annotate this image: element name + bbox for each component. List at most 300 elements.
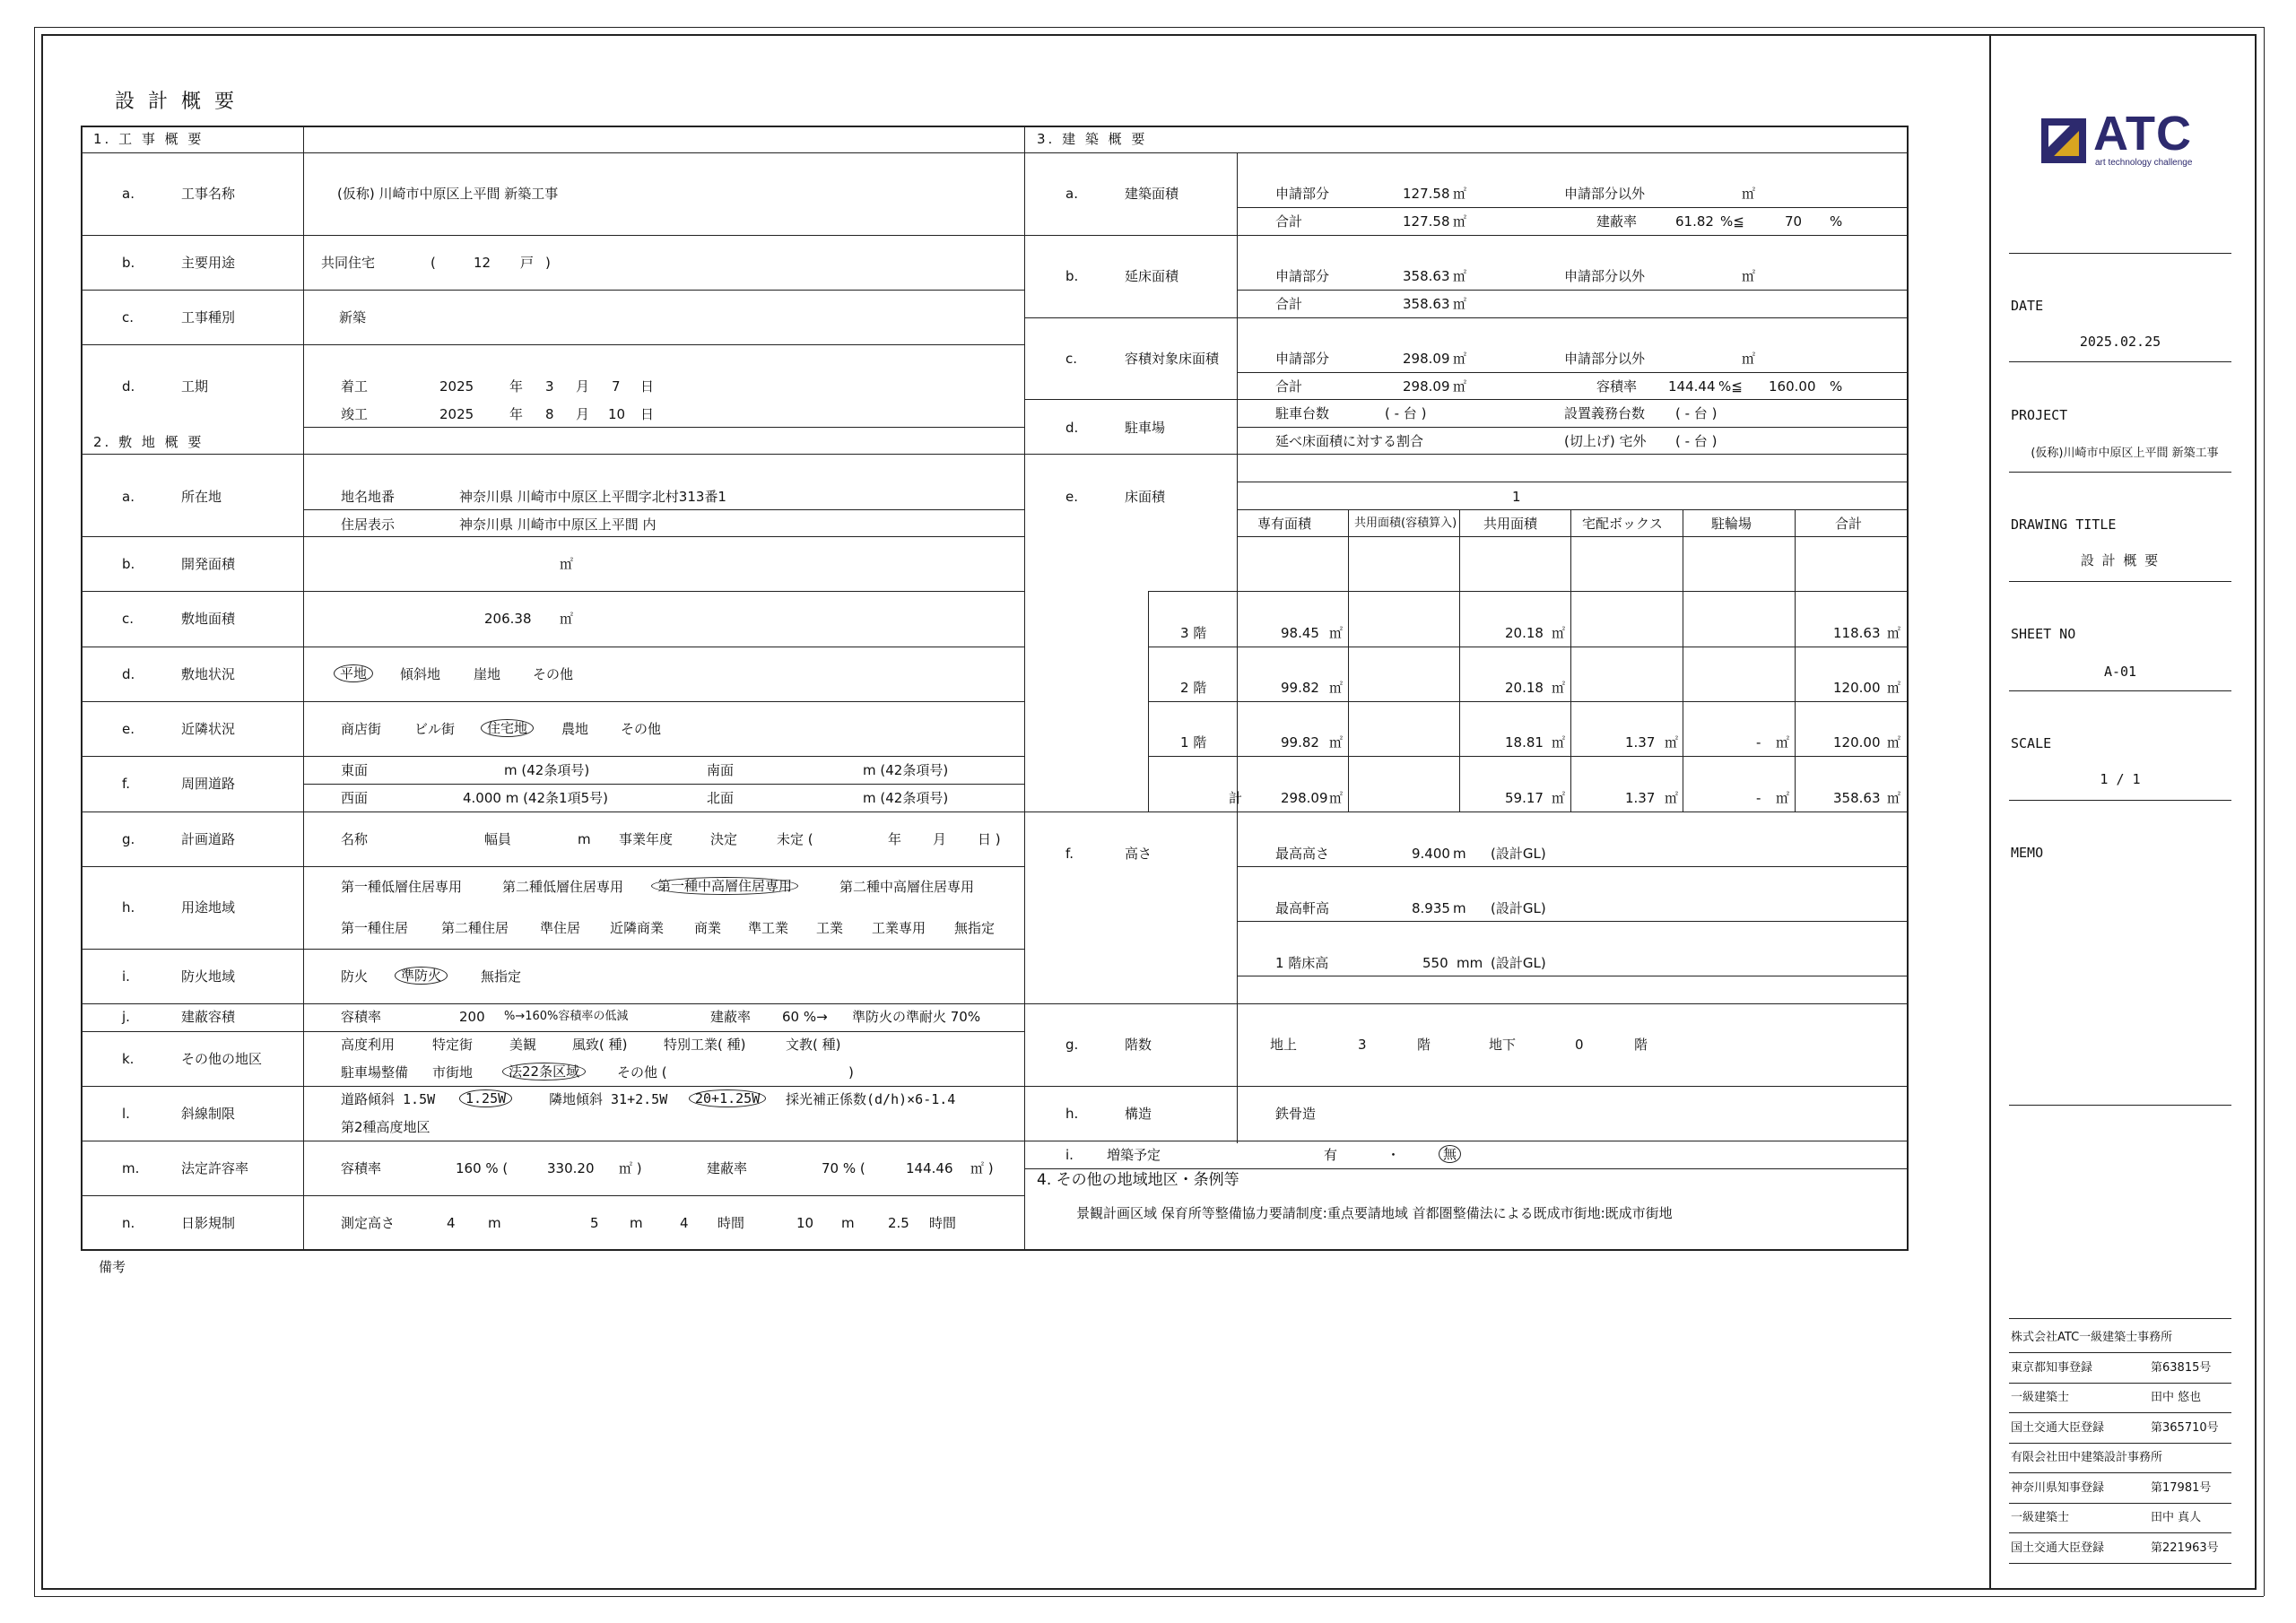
day-label: 日 ) xyxy=(978,831,1001,847)
bcr-label: 建蔽率 xyxy=(707,1160,748,1176)
sidebar-divider xyxy=(1989,34,1991,1590)
floor-col-header: 専有面積 xyxy=(1257,516,1312,532)
end-label: 竣工 xyxy=(341,406,369,422)
floor-col-line xyxy=(1348,509,1349,812)
row-index: a. xyxy=(1065,186,1078,202)
row-index: f. xyxy=(122,776,130,792)
month-label: 月 xyxy=(933,831,947,847)
road-slope-circled: 1.25W xyxy=(459,1089,512,1107)
option: 有 xyxy=(1324,1147,1338,1163)
unit: ㎡ xyxy=(560,556,574,572)
row-index: i. xyxy=(122,968,130,985)
row-index: m. xyxy=(122,1160,140,1176)
far-area: 330.20 xyxy=(547,1160,595,1176)
site-area: 206.38 xyxy=(484,611,532,627)
r-row-line xyxy=(1237,536,1907,537)
district-option: 特定街 xyxy=(432,1037,474,1053)
option: 傾斜地 xyxy=(400,666,441,682)
year-label: 年 xyxy=(509,406,524,422)
district-option: 駐車場整備 xyxy=(341,1064,409,1081)
plan-road-name: 名称 xyxy=(341,831,369,847)
unit: ㎡ xyxy=(1665,790,1679,806)
zone-option: 第二種低層住居専用 xyxy=(502,879,624,895)
unit-count: 12 xyxy=(474,255,491,271)
office-entry-key: 有限会社田中建築設計事務所 xyxy=(2011,1451,2163,1464)
other-label: 申請部分以外 xyxy=(1564,351,1646,367)
row-label: 工期 xyxy=(181,378,209,395)
row-index: c. xyxy=(1065,351,1078,367)
floor-level: 550 xyxy=(1422,955,1448,971)
r-row-line xyxy=(1024,454,1907,455)
floor-label: 階 xyxy=(1634,1037,1648,1053)
bcr-value: 61.82 xyxy=(1675,213,1714,230)
day-label: 日 xyxy=(640,378,655,395)
floor-col-header: 合計 xyxy=(1835,516,1863,532)
option: 崖地 xyxy=(474,666,501,682)
office-entry-key: 国土交通大臣登録 xyxy=(2011,1420,2105,1435)
r-row-line xyxy=(1237,921,1907,922)
bcr-label: 建蔽率 xyxy=(710,1009,752,1025)
eave-height: 8.935 xyxy=(1412,900,1450,916)
le: %≦ xyxy=(1718,378,1743,395)
row-label: 計画道路 xyxy=(181,831,236,847)
district-option: 特別工業( 種) xyxy=(664,1037,746,1053)
side-line xyxy=(2009,472,2231,473)
other-label: 申請部分以外 xyxy=(1564,268,1646,284)
parking-count-label: 駐車台数 xyxy=(1275,405,1330,421)
row-label: 構造 xyxy=(1125,1106,1152,1122)
floor-common-area: 20.18 xyxy=(1505,680,1544,696)
above-label: 地上 xyxy=(1270,1037,1298,1053)
zone-option: 第二種中高層住居専用 xyxy=(839,879,975,895)
office-line xyxy=(2009,1383,2231,1384)
l-row-line xyxy=(303,427,1024,428)
option: その他 xyxy=(621,721,662,737)
l-row-line xyxy=(81,344,1024,345)
start-label: 着工 xyxy=(341,378,369,395)
zone-option: 準工業 xyxy=(748,920,789,936)
unit: ㎡ xyxy=(1776,790,1790,806)
sheet-no-label: SHEET NO xyxy=(2011,626,2076,642)
floor-area-sum: 358.63 xyxy=(1403,296,1450,312)
row-index: d. xyxy=(122,666,135,682)
month-label: 月 xyxy=(576,406,590,422)
office-entry-key: 一級建築士 xyxy=(2011,1511,2070,1524)
lot-label: 地名地番 xyxy=(341,489,396,505)
row-label: 近隣状況 xyxy=(181,721,236,737)
row-index: e. xyxy=(1065,489,1078,505)
row-label: 建築面積 xyxy=(1125,186,1179,202)
r-row-line xyxy=(1024,399,1907,400)
max-height-label: 最高高さ xyxy=(1275,846,1330,862)
quasi-fire-circled: 準防火 xyxy=(395,967,448,985)
l-row-line xyxy=(81,701,1024,702)
office-entry-value: 第63815号 xyxy=(2151,1360,2212,1375)
row-index: k. xyxy=(122,1051,135,1067)
r-row-line xyxy=(1024,152,1907,153)
r-row-line xyxy=(1237,290,1907,291)
left-value-col xyxy=(303,126,304,1251)
option: 決定 xyxy=(710,831,738,847)
far-label: 容積率 xyxy=(341,1160,382,1176)
inner-frame-left xyxy=(41,34,43,1590)
other-label: 申請部分以外 xyxy=(1564,186,1646,202)
unit: ㎡ xyxy=(560,611,574,627)
bcr-label: 建蔽率 xyxy=(1596,213,1638,230)
l-row-line xyxy=(81,591,1024,592)
unit: ㎡ xyxy=(1453,296,1467,312)
daylight-coefficient: 採光補正係数(d/h)×6-1.4 xyxy=(786,1091,956,1107)
bcr-limit: 70 xyxy=(1785,213,1803,230)
zone-option: 第二種住居 xyxy=(441,920,509,936)
r-row-line xyxy=(1237,509,1907,510)
option: 農地 xyxy=(561,721,589,737)
unit: ㎡ xyxy=(1329,790,1344,806)
row-label: 所在地 xyxy=(181,489,222,505)
pct: % xyxy=(1830,213,1843,230)
unit: ㎡ ) xyxy=(970,1160,994,1176)
floor-level-label: 1 階床高 xyxy=(1275,955,1329,971)
unit: mm xyxy=(1457,955,1483,971)
project-label: PROJECT xyxy=(2011,407,2068,423)
row-label: 敷地状況 xyxy=(181,666,236,682)
road-south-label: 南面 xyxy=(707,762,735,778)
year-label: 年 xyxy=(509,378,524,395)
far-value: 200 xyxy=(459,1009,485,1025)
floor-col-line xyxy=(1570,509,1571,812)
floor-col-header: 共用面積 xyxy=(1483,516,1538,532)
max-height: 9.400 xyxy=(1412,846,1450,862)
sum-label: 合計 xyxy=(1275,378,1303,395)
other-districts: 景観計画区域 保育所等整備協力要請制度:重点要請地域 首都圏整備法による既成市街地:既成市街地 xyxy=(1076,1205,1673,1221)
outer-frame-bottom xyxy=(34,1596,2264,1597)
far-floor-area: 298.09 xyxy=(1403,351,1450,367)
address-value: 神奈川県 川崎市中原区上平間 内 xyxy=(459,516,657,533)
unit: ㎡ ) xyxy=(619,1160,642,1176)
parking-round: ( - 台 ) xyxy=(1675,433,1718,449)
l-row-line xyxy=(81,866,1024,867)
floor-total: 120.00 xyxy=(1833,680,1881,696)
row-label: 延床面積 xyxy=(1125,268,1179,284)
main-use: 共同住宅 xyxy=(321,255,376,271)
l-row-line xyxy=(81,454,1024,455)
date-value: 2025.02.25 xyxy=(2079,334,2161,350)
r-row-line xyxy=(1237,427,1907,428)
row-label: 主要用途 xyxy=(181,255,236,271)
unit: m xyxy=(578,831,591,847)
start-day: 7 xyxy=(612,378,621,395)
row-index: h. xyxy=(122,899,135,916)
year-label: 年 xyxy=(888,831,902,847)
floor-col-header: 宅配ボックス xyxy=(1582,516,1663,532)
bcr-limit: 70 % ( xyxy=(822,1160,865,1176)
building-area-sum: 127.58 xyxy=(1403,213,1450,230)
far-label: 容積率 xyxy=(1596,378,1638,395)
floor-delivery-box: 1.37 xyxy=(1625,790,1656,806)
app-label: 申請部分 xyxy=(1275,268,1330,284)
road-east-value: m (42条項号) xyxy=(504,762,590,778)
zone-option: 工業専用 xyxy=(872,920,926,936)
road-east-label: 東面 xyxy=(341,762,369,778)
far-limit: 160.00 xyxy=(1769,378,1816,395)
floor-col-header: 共用面積(容積算入) xyxy=(1354,516,1457,530)
unit: m xyxy=(1453,900,1466,916)
floor-label: 階 xyxy=(1417,1037,1431,1053)
district-option: 高度利用 xyxy=(341,1037,396,1053)
row-label: 敷地面積 xyxy=(181,611,236,627)
row-index: l. xyxy=(122,1106,130,1122)
gl-label: (設計GL) xyxy=(1491,955,1546,971)
end-day: 10 xyxy=(608,406,626,422)
floor-common-area: 20.18 xyxy=(1505,625,1544,641)
page-title: 設 計 概 要 xyxy=(115,91,238,113)
row-label: 開発面積 xyxy=(181,556,236,572)
site-flat-circled: 平地 xyxy=(334,664,373,682)
district-option: 文教( 種) xyxy=(786,1037,841,1053)
unit: ㎡ xyxy=(1552,790,1566,806)
end-year: 2025 xyxy=(439,406,474,422)
adjacent-slope: 隣地傾斜 31+2.5W xyxy=(549,1091,668,1107)
unit: ㎡ xyxy=(1776,734,1790,751)
app-label: 申請部分 xyxy=(1275,351,1330,367)
district-option: 市街地 xyxy=(432,1064,474,1081)
row-index: n. xyxy=(122,1215,135,1231)
r-row-line xyxy=(1024,317,1907,318)
sum-label: 合計 xyxy=(1275,296,1303,312)
l-row-line xyxy=(81,756,1024,757)
unit: ㎡ xyxy=(1329,734,1344,751)
floor-bicycle: - xyxy=(1756,790,1761,806)
side-line xyxy=(2009,361,2231,362)
floor-total: 120.00 xyxy=(1833,734,1881,751)
floor-col-header: 駐輪場 xyxy=(1711,516,1752,532)
unit: ㎡ xyxy=(1665,734,1679,751)
unit: ㎡ xyxy=(1453,213,1467,230)
row-label: 日影規制 xyxy=(181,1215,236,1231)
outer-frame-left xyxy=(34,27,35,1596)
logo-text: ATC xyxy=(2093,107,2192,161)
office-entry-key: 東京都知事登録 xyxy=(2011,1360,2093,1375)
table-bottom xyxy=(81,1249,1909,1251)
r-row-line xyxy=(1237,207,1907,208)
start-month: 3 xyxy=(545,378,554,395)
row-label: 用途地域 xyxy=(181,899,236,916)
logo-subtitle: art technology challenge xyxy=(2095,158,2193,168)
r-row-line xyxy=(1237,866,1907,867)
floor-total: 358.63 xyxy=(1833,790,1881,806)
floor-exclusive-area: 99.82 xyxy=(1281,680,1319,696)
residential-circled: 住宅地 xyxy=(481,719,534,737)
road-north-value: m (42条項号) xyxy=(863,790,949,806)
far-note: %→160%容積率の低減 xyxy=(504,1010,629,1023)
art22-circled: 法22条区域 xyxy=(502,1063,586,1081)
project-name: (仮称) 川崎市中原区上平間 新築工事 xyxy=(337,186,559,202)
office-entry-value: 第17981号 xyxy=(2151,1480,2212,1495)
floor-total: 118.63 xyxy=(1833,625,1881,641)
unit: ㎡ xyxy=(1887,625,1901,641)
row-label: 工事種別 xyxy=(181,309,236,325)
floor-label: 1 階 xyxy=(1180,734,1207,751)
section-2-header: 2. 敷 地 概 要 xyxy=(93,434,204,450)
parking-req: ( - 台 ) xyxy=(1675,405,1718,421)
unit: ㎡ xyxy=(1453,268,1467,284)
district-option: その他 ( xyxy=(617,1064,667,1081)
l-row-line xyxy=(81,235,1024,236)
unit: ㎡ xyxy=(1887,734,1901,751)
row-label: 階数 xyxy=(1125,1037,1152,1053)
row-label: 法定許容率 xyxy=(181,1160,249,1176)
below-label: 地下 xyxy=(1489,1037,1517,1053)
row-index: h. xyxy=(1065,1106,1079,1122)
l-row-line xyxy=(303,784,1024,785)
office-entry-value: 田中 真人 xyxy=(2151,1511,2202,1524)
office-entry-value: 第221963号 xyxy=(2151,1541,2219,1555)
outer-frame-top xyxy=(34,27,2264,28)
r-row-line xyxy=(1024,1003,1907,1004)
row-label: 床面積 xyxy=(1125,489,1166,505)
inner-frame-right xyxy=(2255,34,2257,1590)
far-label: 容積率 xyxy=(341,1009,382,1025)
bcr-area: 144.46 xyxy=(906,1160,953,1176)
row-index: g. xyxy=(1065,1037,1079,1053)
l-row-line xyxy=(81,1031,1024,1032)
right-value-col xyxy=(1237,152,1238,1143)
sum-label: 合計 xyxy=(1275,213,1303,230)
row-index: b. xyxy=(122,255,135,271)
scale-value: 1 / 1 xyxy=(2100,771,2141,787)
unit: ㎡ xyxy=(1329,625,1344,641)
office-entry-value: 第365710号 xyxy=(2151,1420,2219,1435)
row-index: a. xyxy=(122,489,135,505)
unit: ㎡ xyxy=(1453,186,1467,202)
unit: ㎡ xyxy=(1887,790,1901,806)
option: ビル街 xyxy=(414,721,456,737)
office-entry-key: 国土交通大臣登録 xyxy=(2011,1541,2105,1555)
address-label: 住居表示 xyxy=(341,516,396,533)
floor-label: 計 xyxy=(1229,790,1243,806)
table-right xyxy=(1907,126,1909,1251)
side-line xyxy=(2009,1105,2231,1106)
far-value: 144.44 xyxy=(1668,378,1716,395)
unit: ㎡ xyxy=(1552,625,1566,641)
l-row-line xyxy=(81,1003,1024,1004)
office-line xyxy=(2009,1443,2231,1444)
lot-value: 神奈川県 川崎市中原区上平間字北村313番1 xyxy=(459,489,726,505)
outer-frame-right xyxy=(2264,27,2265,1596)
memo-label: MEMO xyxy=(2011,845,2044,861)
row-index: c. xyxy=(122,611,135,627)
drawing-title-label: DRAWING TITLE xyxy=(2011,516,2117,533)
work-type: 新築 xyxy=(339,309,367,325)
atc-logo-icon xyxy=(2041,118,2086,163)
office-line xyxy=(2009,1472,2231,1473)
office-entry-value: 田中 悠也 xyxy=(2151,1391,2202,1404)
l-row-line xyxy=(81,949,1024,950)
road-north-label: 北面 xyxy=(707,790,735,806)
shadow-value: 10 xyxy=(796,1215,814,1231)
gl-label: (設計GL) xyxy=(1491,900,1546,916)
r-row-line xyxy=(1148,701,1907,702)
date-label: DATE xyxy=(2011,298,2044,314)
row-label: その他の地区 xyxy=(181,1051,263,1067)
row-label: 駐車場 xyxy=(1125,420,1166,436)
hour-label: 時間 xyxy=(718,1215,745,1231)
pct: % xyxy=(1830,378,1843,395)
unit: ㎡ xyxy=(1552,734,1566,751)
r-row-line xyxy=(1148,591,1907,592)
far-limit: 160 % ( xyxy=(456,1160,509,1176)
zone-option: 近隣商業 xyxy=(610,920,665,936)
no-circled: 無 xyxy=(1439,1145,1461,1163)
gl-label: (設計GL) xyxy=(1491,846,1546,862)
row-index: b. xyxy=(1065,268,1079,284)
row-index: a. xyxy=(122,186,135,202)
side-line xyxy=(2009,690,2231,691)
unit: ㎡ xyxy=(1453,351,1467,367)
paren: ( xyxy=(430,255,436,271)
row-label: 建蔽容積 xyxy=(181,1009,236,1025)
zone-option: 第一種低層住居専用 xyxy=(341,879,463,895)
road-south-value: m (42条項号) xyxy=(863,762,949,778)
inner-frame-top xyxy=(41,34,2257,36)
l-row-line xyxy=(81,1086,1024,1087)
row-index: b. xyxy=(122,556,135,572)
row-index: f. xyxy=(1065,846,1074,862)
floor-col-line xyxy=(1148,591,1149,812)
unit-label: 戸 xyxy=(520,255,535,271)
unit: m xyxy=(488,1215,501,1231)
end-month: 8 xyxy=(545,406,554,422)
row-label: 周囲道路 xyxy=(181,776,236,792)
floors-above: 3 xyxy=(1358,1037,1367,1053)
paren: ) xyxy=(545,255,551,271)
floor-label: 3 階 xyxy=(1180,625,1207,641)
structure: 鉄骨造 xyxy=(1275,1106,1317,1122)
unit: ㎡ xyxy=(1742,186,1756,202)
office-entry-key: 株式会社ATC一級建築士事務所 xyxy=(2011,1331,2173,1344)
office-entry-key: 神奈川県知事登録 xyxy=(2011,1480,2105,1495)
floor-label: 2 階 xyxy=(1180,680,1207,696)
l-row-line xyxy=(81,152,1024,153)
parking-req-label: 設置義務台数 xyxy=(1564,405,1646,421)
l-row-line xyxy=(81,536,1024,537)
side-line xyxy=(2009,800,2231,801)
bcr-note: 準防火の準耐火 70% xyxy=(852,1009,981,1025)
office-line xyxy=(2009,1532,2231,1533)
plan-road-width: 幅員 xyxy=(484,831,512,847)
l-row-line xyxy=(81,1195,1024,1196)
unit: ㎡ xyxy=(1329,680,1344,696)
row-index: i. xyxy=(1065,1147,1074,1163)
parking-count: ( - 台 ) xyxy=(1385,405,1427,421)
floors-below: 0 xyxy=(1575,1037,1584,1053)
section-1-header: 1. 工 事 概 要 xyxy=(93,131,204,147)
zone-option: 第一種住居 xyxy=(341,920,409,936)
l-row-line xyxy=(303,509,1024,510)
inner-frame-bottom xyxy=(41,1588,2257,1590)
row-label: 斜線制限 xyxy=(181,1106,236,1122)
r-row-line xyxy=(1237,372,1907,373)
shadow-value: 5 xyxy=(590,1215,599,1231)
unit: m xyxy=(1453,846,1466,862)
office-line xyxy=(2009,1352,2231,1353)
unit: ㎡ xyxy=(1887,680,1901,696)
option: 防火 xyxy=(341,968,369,985)
zone-option: 工業 xyxy=(816,920,844,936)
zone-option: 準住居 xyxy=(540,920,581,936)
floor-col-line xyxy=(1459,509,1460,812)
separator: ・ xyxy=(1387,1147,1401,1163)
